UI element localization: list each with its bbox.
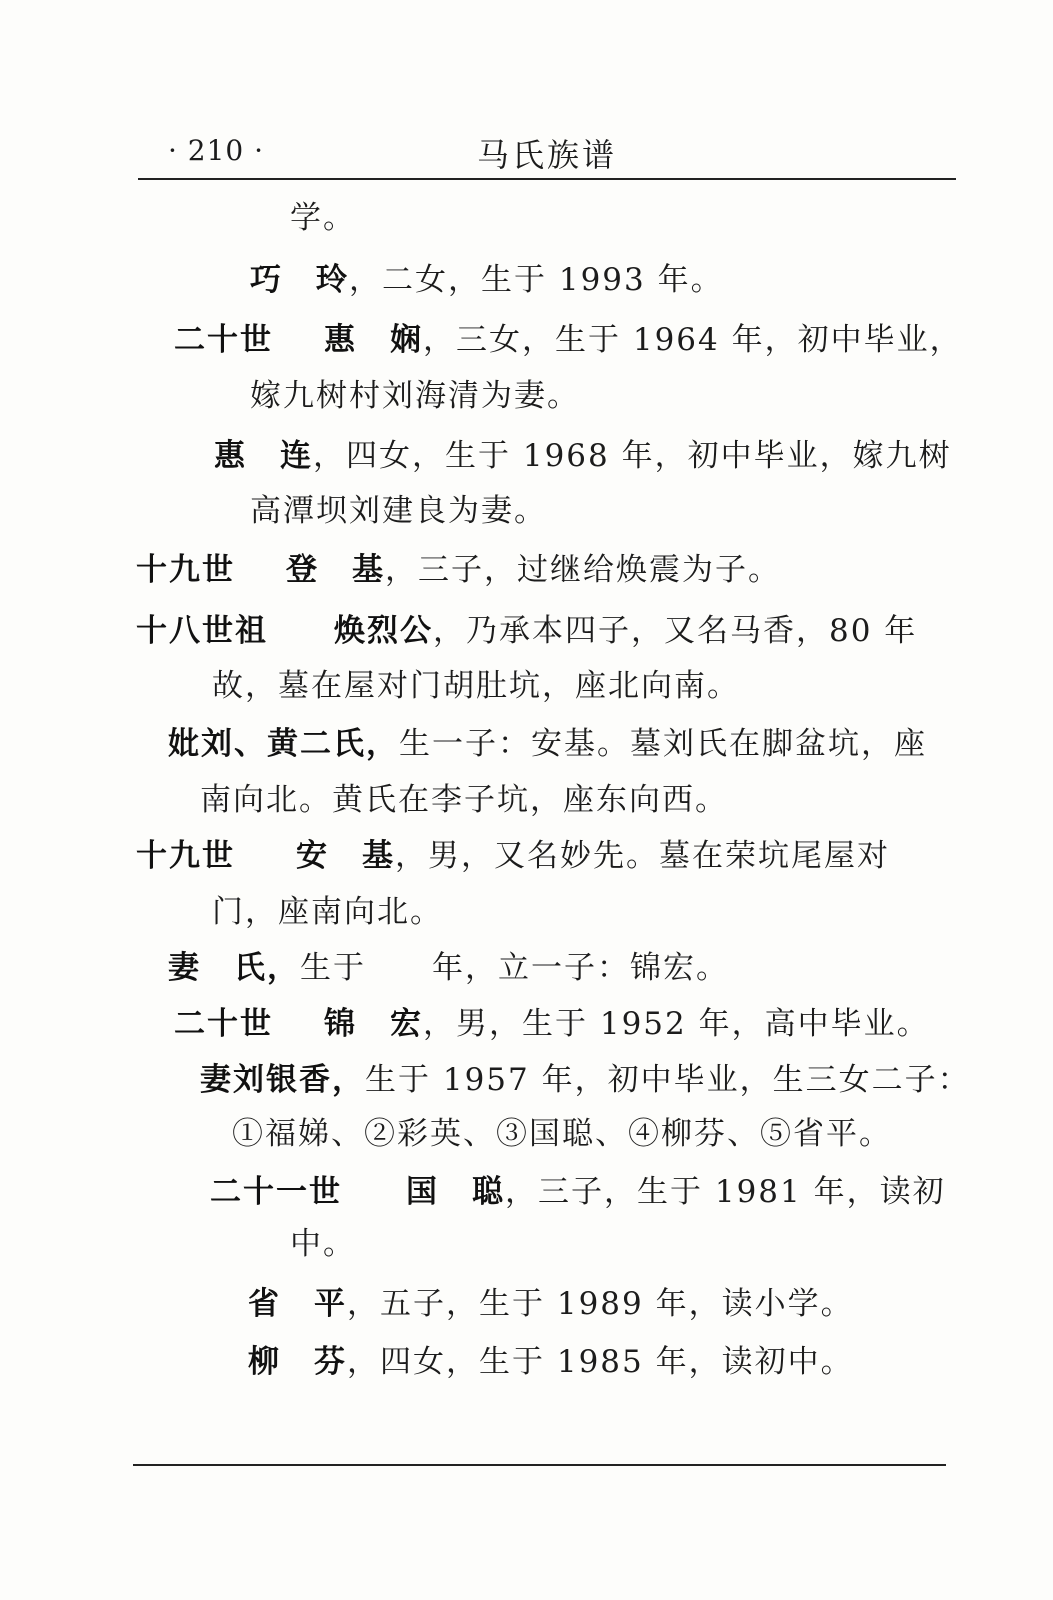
entry-text: 故，墓在屋对门胡肚坑，座北向南。 bbox=[212, 668, 740, 704]
genealogy-line bbox=[136, 834, 890, 878]
genealogy-line bbox=[250, 489, 547, 533]
generation-label: 二十世 bbox=[174, 322, 273, 358]
spouse-name: 妻刘银香， bbox=[200, 1062, 365, 1098]
person-name: 惠 娴 bbox=[324, 322, 423, 358]
entry-text: ，五子，生于 1989 年，读小学。 bbox=[347, 1286, 854, 1322]
page-number: · 210 · bbox=[168, 134, 265, 167]
genealogy-line bbox=[200, 778, 728, 822]
book-title: 马氏族谱 bbox=[476, 136, 617, 174]
generation-label: 十九世 bbox=[136, 552, 235, 588]
footer-rule bbox=[133, 1464, 946, 1466]
genealogy-line bbox=[174, 1002, 930, 1046]
person-name: 焕烈公 bbox=[334, 613, 433, 649]
entry-text: ，四女，生于 1985 年，读初中。 bbox=[347, 1344, 854, 1380]
entry-text: ，二女，生于 1993 年。 bbox=[349, 262, 724, 298]
entry-text: 生于 1957 年，初中毕业，生三女二子： bbox=[365, 1062, 971, 1098]
entry-text: ，男，生于 1952 年，高中毕业。 bbox=[423, 1006, 930, 1042]
entry-text: 嫁九树村刘海清为妻。 bbox=[250, 378, 580, 414]
entry-text: ，四女，生于 1968 年，初中毕业，嫁九树 bbox=[313, 438, 952, 474]
header-rule bbox=[138, 178, 956, 180]
person-name: 登 基 bbox=[286, 552, 385, 588]
person-name: 巧 玲 bbox=[250, 262, 349, 298]
entry-text: ，乃承本四子，又名马香，80 年 bbox=[433, 613, 918, 649]
person-name: 惠 连 bbox=[214, 438, 313, 474]
genealogy-line bbox=[250, 258, 724, 302]
generation-label: 十八世祖 bbox=[136, 613, 268, 649]
entry-text: 学。 bbox=[290, 200, 356, 236]
genealogy-line bbox=[200, 1058, 971, 1102]
spouse-name: 妣刘、黄二氏， bbox=[168, 726, 399, 762]
page-header bbox=[138, 128, 956, 172]
genealogy-line bbox=[136, 609, 917, 653]
genealogy-line bbox=[174, 318, 963, 362]
entry-text: ，男，又名妙先。墓在荣坑尾屋对 bbox=[395, 838, 890, 874]
entry-text: ，三女，生于 1964 年，初中毕业， bbox=[423, 322, 963, 358]
entry-text: 生一子：安基。墓刘氏在脚盆坑，座 bbox=[399, 726, 927, 762]
genealogy-line bbox=[290, 196, 356, 240]
entry-text: 中。 bbox=[290, 1226, 356, 1262]
entry-text: ，三子，生于 1981 年，读初 bbox=[505, 1174, 946, 1210]
genealogy-line bbox=[168, 722, 927, 766]
genealogy-line bbox=[232, 1112, 892, 1156]
genealogy-line bbox=[210, 1170, 946, 1214]
spouse-name: 妻 氏， bbox=[168, 950, 300, 986]
children-list: ①福娣、②彩英、③国聪、④柳芬、⑤省平。 bbox=[232, 1116, 892, 1152]
genealogy-line bbox=[248, 1282, 854, 1326]
genealogy-line bbox=[212, 890, 443, 934]
person-name: 省 平 bbox=[248, 1286, 347, 1322]
person-name: 柳 芬 bbox=[248, 1344, 347, 1380]
entry-text: 门，座南向北。 bbox=[212, 894, 443, 930]
generation-label: 十九世 bbox=[136, 838, 235, 874]
genealogy-line bbox=[212, 664, 740, 708]
genealogy-line bbox=[248, 1340, 854, 1384]
genealogy-line bbox=[290, 1222, 356, 1266]
genealogy-line bbox=[136, 548, 781, 592]
generation-label: 二十一世 bbox=[210, 1174, 342, 1210]
genealogy-line bbox=[250, 374, 580, 418]
entry-text: 生于 年，立一子：锦宏。 bbox=[300, 950, 729, 986]
genealogy-line bbox=[214, 434, 952, 478]
entry-text: 高潭坝刘建良为妻。 bbox=[250, 493, 547, 529]
genealogy-line bbox=[168, 946, 729, 990]
person-name: 安 基 bbox=[296, 838, 395, 874]
generation-label: 二十世 bbox=[174, 1006, 273, 1042]
person-name: 锦 宏 bbox=[324, 1006, 423, 1042]
entry-text: ，三子，过继给焕震为子。 bbox=[385, 552, 781, 588]
person-name: 国 聪 bbox=[406, 1174, 505, 1210]
entry-text: 南向北。黄氏在李子坑，座东向西。 bbox=[200, 782, 728, 818]
